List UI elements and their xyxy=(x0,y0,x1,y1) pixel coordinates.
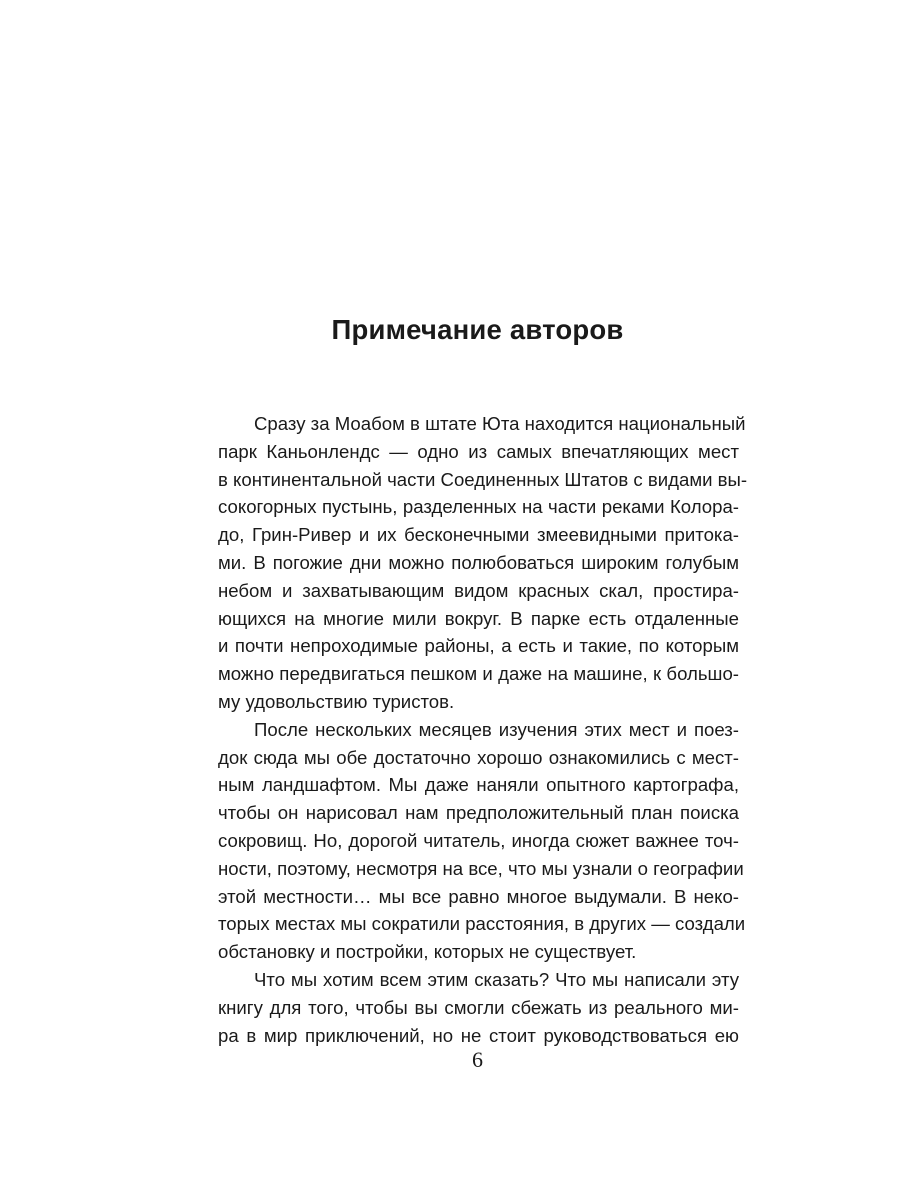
text-line: Сразу за Моабом в штате Юта находится национальный xyxy=(254,413,746,434)
text-line: После нескольких месяцев изучения этих мест и поез- xyxy=(254,718,739,740)
text-line: небом и захватывающим видом красных скал, простира- xyxy=(218,579,739,601)
chapter-title: Примечание авторов xyxy=(331,314,624,345)
text-line: до, Грин-Ривер и их бесконечными змеевидными притока- xyxy=(218,524,739,546)
text-line: ности, поэтому, несмотря на все, что мы узнали о географии xyxy=(218,857,744,879)
paragraph-2 xyxy=(218,716,746,966)
text-line: ным ландшафтом. Мы даже наняли опытного картографа, xyxy=(218,774,739,796)
text-line: этой местности… мы все равно многое выдумали. В неко- xyxy=(218,885,739,907)
paragraph-1 xyxy=(218,410,748,716)
paragraph-3 xyxy=(218,966,739,1049)
text-line: чтобы он нарисовал нам предположительный план поиска xyxy=(218,802,739,824)
text-line: торых местах мы сократили расстояния, в других — создали xyxy=(218,913,746,935)
text-line: обстановку и постройки, которых не существует. xyxy=(218,941,637,963)
text-line: и почти непроходимые районы, а есть и такие, по которым xyxy=(218,635,739,657)
text-line: книгу для того, чтобы вы смогли сбежать из реального ми- xyxy=(218,996,739,1018)
text-line: му удовольствию туристов. xyxy=(218,690,455,712)
text-line: ми. В погожие дни можно полюбоваться широким голубым xyxy=(218,551,739,573)
text-line: ра в мир приключений, но не стоит руководствоваться ею xyxy=(218,1024,739,1046)
text-line: сокогорных пустынь, разделенных на части реками Колора- xyxy=(218,496,739,518)
text-line: сокровищ. Но, дорогой читатель, иногда сюжет важнее точ- xyxy=(218,829,739,851)
body-text xyxy=(218,410,748,1049)
text-line: Что мы хотим всем этим сказать? Что мы написали эту xyxy=(254,968,739,990)
text-line: в континентальной части Соединенных Штатов с видами вы- xyxy=(218,468,748,490)
page-number: 6 xyxy=(472,1047,483,1072)
text-line: ющихся на многие мили вокруг. В парке есть отдаленные xyxy=(218,607,739,629)
text-line: можно передвигаться пешком и даже на машине, к большо- xyxy=(218,663,739,685)
text-line: док сюда мы обе достаточно хорошо ознакомились с мест- xyxy=(218,746,739,768)
text-line: парк Каньонлендс — одно из самых впечатляющих мест xyxy=(218,440,739,462)
